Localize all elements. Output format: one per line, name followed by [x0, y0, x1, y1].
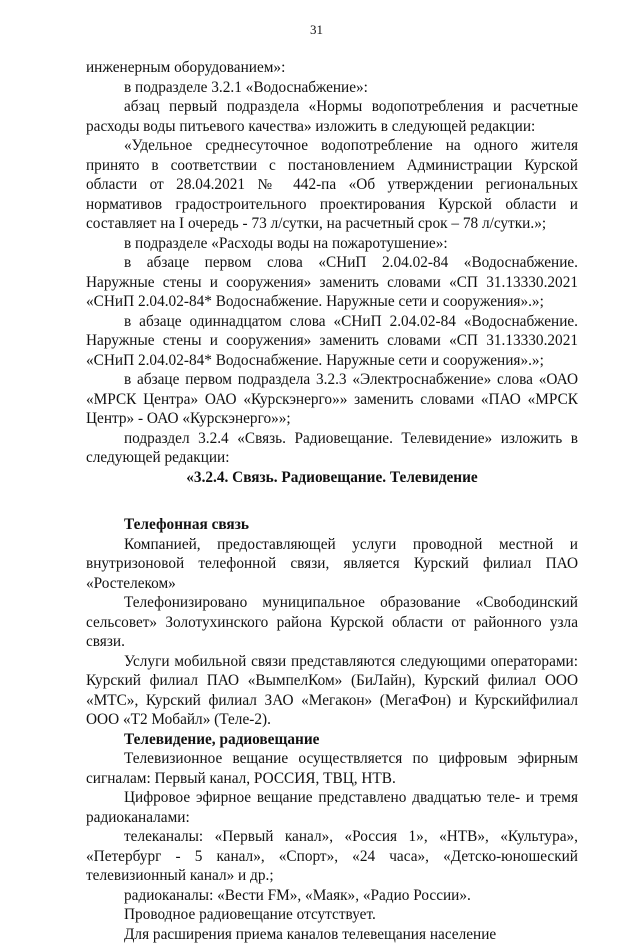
section-heading: «3.2.4. Связь. Радиовещание. Телевидение — [86, 468, 578, 488]
paragraph: телеканалы: «Первый канал», «Россия 1», «НТВ», «Культура», «Петербург - 5 канал», «Спорт», «24 часа», «Детско-юношеский телевизионный канал» и др.; — [86, 827, 578, 886]
paragraph: Услуги мобильной связи представляются следующими операторами: Курский филиал ПАО «ВымпелКом» (БиЛайн), Курский филиал ООО «МТС», Курский филиал ЗАО «Мегакон» (МегаФон) и Курскийфилиал ООО «Т2 Мобайл» (Теле-2). — [86, 652, 578, 730]
paragraph: радиоканалы: «Вести FM», «Маяк», «Радио России». — [86, 886, 578, 906]
paragraph: в подразделе «Расходы воды на пожаротушение»: — [86, 234, 578, 254]
paragraph: Проводное радиовещание отсутствует. — [86, 905, 578, 925]
paragraph: «Удельное среднесуточное водопотребление на одного жителя принято в соответствии с постановлением Администрации Курской области от 28.04.2021 № 442-па «Об утверждении региональных нормативов градостроительного проектирования Курской области и составляет на I очередь - 73 л/сутки, на расчетный срок – 78 л/сутки.»; — [86, 136, 578, 234]
paragraph: абзац первый подраздела «Нормы водопотребления и расчетные расходы воды питьевого качества» изложить в следующей редакции: — [86, 97, 578, 136]
paragraph: подраздел 3.2.4 «Связь. Радиовещание. Телевидение» изложить в следующей редакции: — [86, 429, 578, 468]
paragraph: в подразделе 3.2.1 «Водоснабжение»: — [86, 78, 578, 98]
paragraph: в абзаце одиннадцатом слова «СНиП 2.04.02-84 «Водоснабжение. Наружные стены и сооружения» заменить словами «СП 31.13330.2021 «СНиП 2.04.02-84* Водоснабжение. Наружные сети и сооружения».»; — [86, 312, 578, 371]
paragraph: в абзаце первом слова «СНиП 2.04.02-84 «Водоснабжение. Наружные стены и сооружения» заменить словами «СП 31.13330.2021 «СНиП 2.04.02-84* Водоснабжение. Наружные сети и сооружения».»; — [86, 253, 578, 312]
subsection-heading-phone: Телефонная связь — [86, 515, 578, 535]
paragraph: Телефонизировано муниципальное образование «Свободинский сельсовет» Золотухинского района Курской области от районного узла связи. — [86, 593, 578, 652]
paragraph: Телевизионное вещание осуществляется по цифровым эфирным сигналам: Первый канал, РОССИЯ, ТВЦ, НТВ. — [86, 749, 578, 788]
paragraph: Цифровое эфирное вещание представлено двадцатью теле- и тремя радиоканалами: — [86, 788, 578, 827]
paragraph: Компанией, предоставляющей услуги проводной местной и внутризоновой телефонной связи, является Курский филиал ПАО «Ростелеком» — [86, 535, 578, 594]
subsection-heading-tv: Телевидение, радиовещание — [86, 730, 578, 750]
page-number: 31 — [0, 20, 633, 40]
paragraph: инженерным оборудованием»: — [86, 58, 578, 78]
document-body — [86, 58, 578, 944]
paragraph: Для расширения приема каналов телевещания население — [86, 925, 578, 944]
paragraph: в абзаце первом подраздела 3.2.3 «Электроснабжение» слова «ОАО «МРСК Центра» ОАО «Курскэнерго»» заменить словами «ПАО «МРСК Центр» - ОАО «Курскэнерго»»; — [86, 370, 578, 429]
